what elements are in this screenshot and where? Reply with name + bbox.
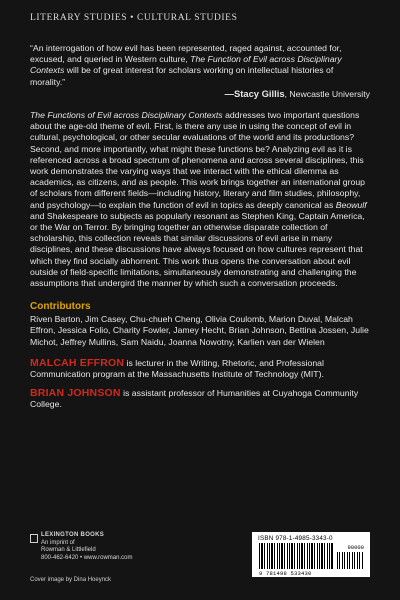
publisher-name: LEXINGTON BOOKS xyxy=(41,532,105,538)
quote-text-1: “An interrogation of how evil has been represented, raged against, accounted for, excused, and queried in Western culture, xyxy=(30,43,342,65)
description-text-2: and Shakespeare to subjects as popularly resonant as Stephen King, Captain America, or the War on Terror. By bringing together an otherwise disparate collection of scholarship, this collection reveals that similar discussions of evil arise in many disciplines, and these discussions have always focused on how cultures represent that which they find socially abhorrent. This work thus opens the conversation about evil outside of field-specific limitations, simultaneously demonstrating and challenging the assumptions that undergird the manner by which such a conversation proceeds. xyxy=(30,210,365,289)
isbn-barcode xyxy=(252,532,370,577)
editor-text-2: is assistant professor of Humanities at Cuyahoga Community College. xyxy=(30,388,359,410)
book-description xyxy=(30,110,370,289)
quote-book-title: The Function of Evil across Disciplinary Contexts xyxy=(30,54,342,76)
reviewer-affiliation: , Newcastle University xyxy=(284,88,370,99)
barcode-digits: 9 781498 533430 xyxy=(259,570,312,577)
publisher-line-3: 800-462-6420 • www.rowman.com xyxy=(41,554,133,561)
contributors-heading: Contributors xyxy=(30,301,91,313)
price-code: 90000 xyxy=(347,544,364,551)
review-quote xyxy=(30,43,370,88)
publisher-line-1: An imprint of xyxy=(41,539,75,546)
description-text-1: addresses two important questions about the age-old theme of evil. First, is there any use in using the concept of evil in cultural, psychological, or other secular evaluations of the world and its productions? Second, and more importantly, what might these functions be? Analyzing evil as it is referenced across a broad spectrum of phenomena and across several disciplines, this work demonstrates the varying ways that we interact with the ethical dilemma as academics, as citizens, and as people. This work brings together an international group of scholars from different fields—including history, literary and film studies, philosophy, and psychology—to explain the function of evil in topics as deeply canonical as xyxy=(30,110,365,210)
category-line: LITERARY STUDIES • CULTURAL STUDIES xyxy=(30,13,238,23)
editor-text-1: is lecturer in the Writing, Rhetoric, and Professional Communication program at the Massachusetts Institute of Technology (MIT). xyxy=(30,357,324,380)
quote-text-2: will be of great interest for scholars working on intellectual histories of morality.” xyxy=(30,65,334,87)
editor-name-1: MALCAH EFFRON xyxy=(30,356,125,369)
isbn-number: ISBN 978-1-4985-3343-0 xyxy=(258,535,333,542)
editor-bio-1 xyxy=(30,358,370,380)
editor-name-2: BRIAN JOHNSON xyxy=(30,387,121,400)
contributors-list: Riven Barton, Jim Casey, Chu-chueh Cheng, Olivia Coulomb, Marion Duval, Malcah Effron, Jessica Folio, Charity Fowler, Jamey Hecht, Brian Johnson, Bettina Jossen, Julie Michot, Jeffrey Mullins, Sam Naidu, Joanna Nowotny, Karlien van der Wielen xyxy=(30,314,369,347)
reviewer-name: —Stacy Gillis xyxy=(224,87,285,99)
cover-image-credit: Cover image by Dina Hoeynck xyxy=(30,577,112,583)
barcode-bars-icon xyxy=(259,543,333,569)
editor-bio-2 xyxy=(30,388,370,410)
description-book-title: The Functions of Evil across Disciplinary Contexts xyxy=(30,110,223,121)
publisher-line-2: Rowman & Littlefield xyxy=(41,547,96,553)
cover-footer xyxy=(30,532,370,594)
publisher-info xyxy=(41,532,132,562)
description-beowulf: Beowulf xyxy=(335,199,367,210)
price-barcode-bars-icon xyxy=(337,552,363,569)
quote-attribution xyxy=(30,88,370,100)
publisher-logo-icon xyxy=(30,534,38,543)
